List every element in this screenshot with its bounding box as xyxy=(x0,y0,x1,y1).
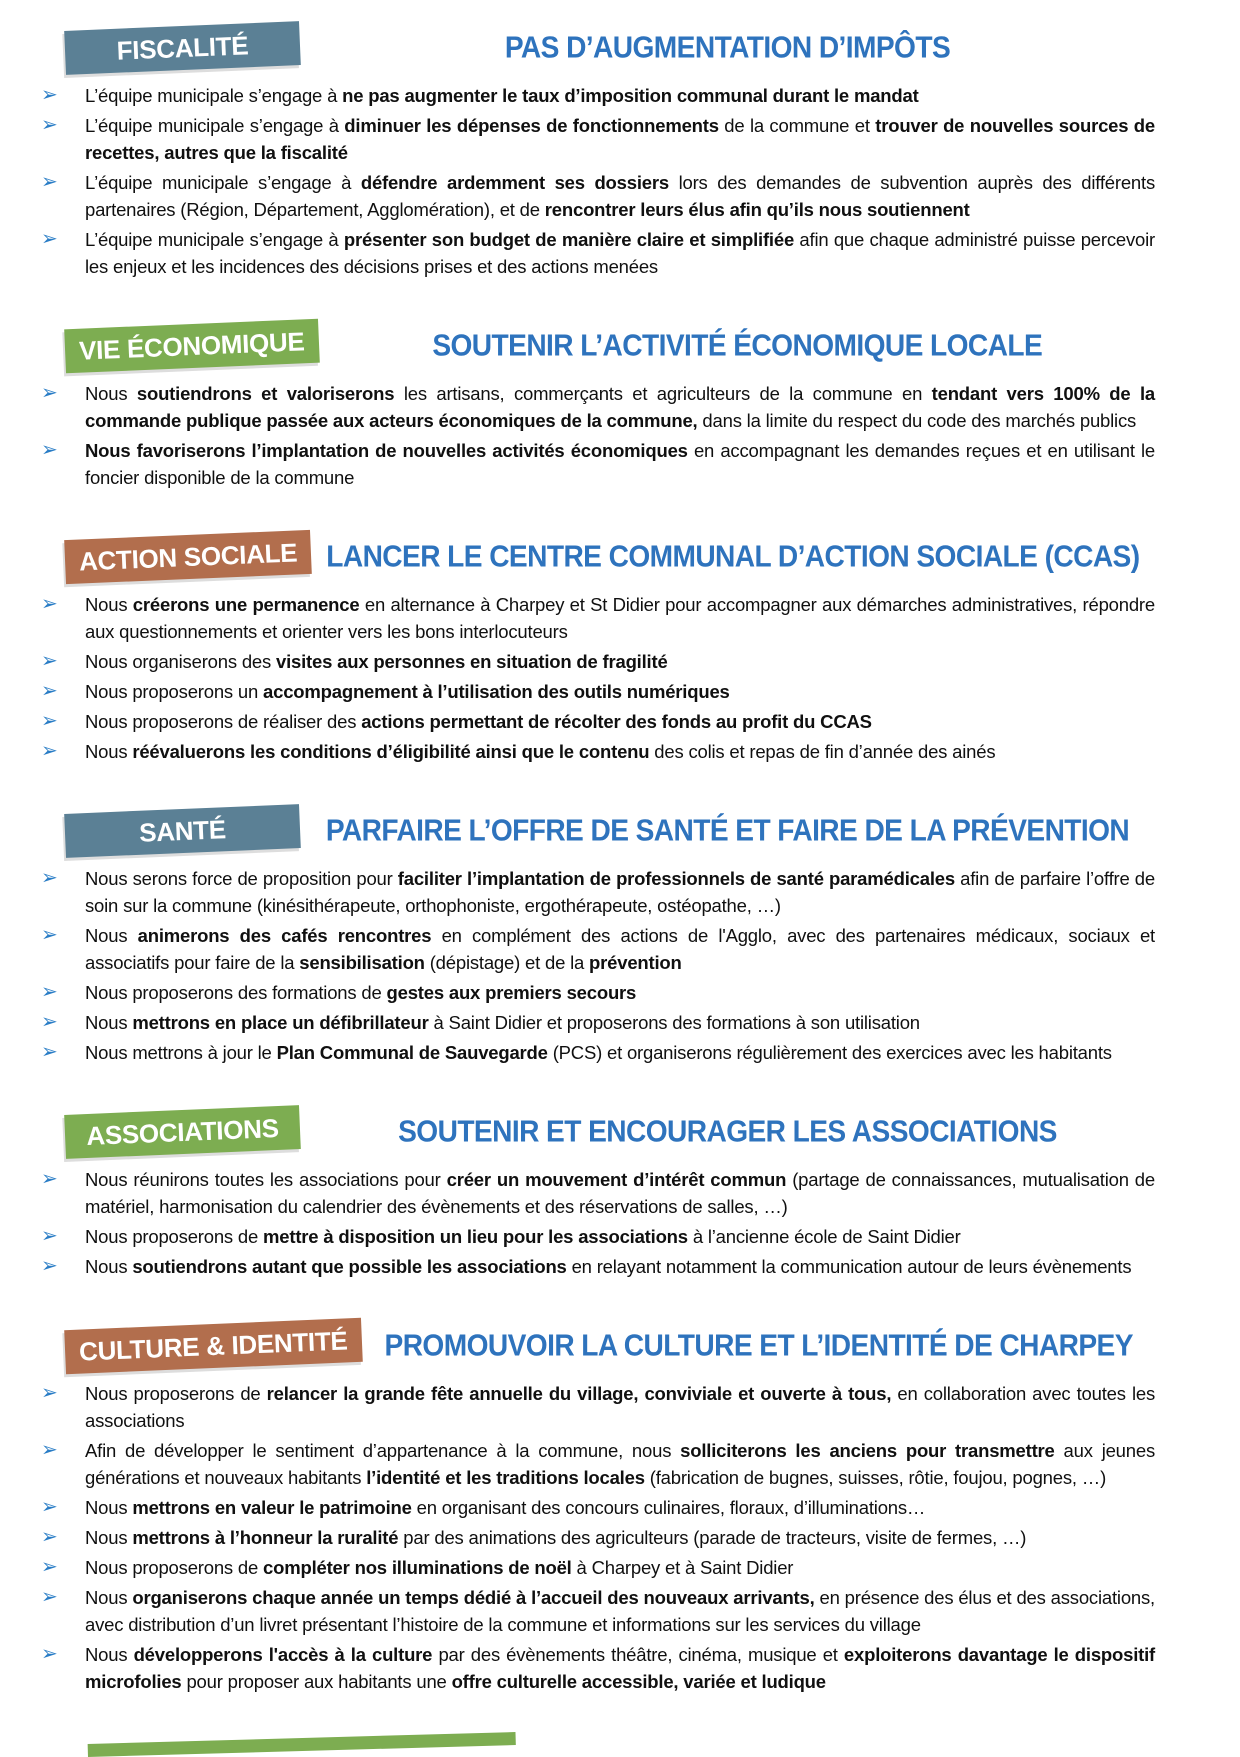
bullet-list xyxy=(38,380,1155,491)
bullet-item xyxy=(38,380,1155,434)
next-section-badge-cutoff xyxy=(88,1732,516,1757)
bullet-text: Nous proposerons des formations de gestes aux premiers secours xyxy=(85,982,637,1003)
bullet-text: Nous proposerons de compléter nos illuminations de noël à Charpey et à Saint Didier xyxy=(85,1557,794,1578)
bullet-text: Nous proposerons de mettre à disposition un lieu pour les associations à l’ancienne école de Saint Didier xyxy=(85,1226,961,1247)
bullet-arrow-icon: ➢ xyxy=(41,1168,58,1190)
bullet-item xyxy=(38,708,1155,735)
bullet-arrow-icon: ➢ xyxy=(41,228,58,250)
bullet-arrow-icon: ➢ xyxy=(41,1011,58,1033)
bullet-item xyxy=(38,865,1155,919)
bullet-item xyxy=(38,1494,1155,1521)
section-badge-label: CULTURE & IDENTITÉ xyxy=(78,1324,349,1367)
program-section xyxy=(38,324,1155,491)
bullet-text: Nous réévaluerons les conditions d’éligibilité ainsi que le contenu des colis et repas de fin d’année des ainés xyxy=(85,741,996,762)
bullet-text: Nous organiserons des visites aux personnes en situation de fragilité xyxy=(85,651,668,672)
bullet-text: Nous proposerons un accompagnement à l’utilisation des outils numériques xyxy=(85,681,730,702)
section-badge-label: VIE ÉCONOMIQUE xyxy=(78,325,306,366)
bullet-text: Nous mettrons à l’honneur la ruralité par des animations des agriculteurs (parade de tracteurs, visite de fermes, …) xyxy=(85,1527,1027,1548)
section-badge-label: ASSOCIATIONS xyxy=(85,1112,280,1151)
bullet-arrow-icon: ➢ xyxy=(41,1041,58,1063)
section-heading: PROMOUVOIR LA CULTURE ET L’IDENTITÉ DE CHARPEY xyxy=(384,1328,1133,1363)
bullet-text: Nous soutiendrons autant que possible les associations en relayant notamment la communication autour de leurs évènements xyxy=(85,1256,1132,1277)
bullet-text: Nous mettrons en valeur le patrimoine en organisant des concours culinaires, floraux, d’illuminations… xyxy=(85,1497,926,1518)
bullet-text: Nous mettrons à jour le Plan Communal de Sauvegarde (PCS) et organiserons régulièrement des exercices avec les habitants xyxy=(85,1042,1112,1063)
bullet-item xyxy=(38,1584,1155,1638)
section-badge xyxy=(64,21,301,75)
bullet-arrow-icon: ➢ xyxy=(41,710,58,732)
bullet-arrow-icon: ➢ xyxy=(41,171,58,193)
bullet-item xyxy=(38,922,1155,976)
section-badge-label: ACTION SOCIALE xyxy=(78,536,298,577)
bullet-item xyxy=(38,1554,1155,1581)
section-badge xyxy=(64,530,312,584)
bullet-text: L’équipe municipale s’engage à ne pas augmenter le taux d’imposition communal durant le mandat xyxy=(85,85,919,106)
bullet-item xyxy=(38,738,1155,765)
bullet-item xyxy=(38,1437,1155,1491)
program-section xyxy=(38,26,1155,280)
bullet-list xyxy=(38,1380,1155,1695)
section-badge-label: FISCALITÉ xyxy=(116,29,249,66)
bullet-arrow-icon: ➢ xyxy=(41,650,58,672)
bullet-item xyxy=(38,82,1155,109)
bullet-item xyxy=(38,1009,1155,1036)
program-section xyxy=(38,1110,1155,1280)
bullet-text: Nous organiserons chaque année un temps dédié à l’accueil des nouveaux arrivants, en présence des élus et des associations, avec distribution d’un livret présentant l’histoire de la commune et informations sur les services du village xyxy=(85,1587,1155,1635)
bullet-item xyxy=(38,169,1155,223)
section-header xyxy=(65,324,1155,368)
bullet-item xyxy=(38,1524,1155,1551)
bullet-arrow-icon: ➢ xyxy=(41,740,58,762)
bullet-text: Nous réunirons toutes les associations pour créer un mouvement d’intérêt commun (partage de connaissances, mutualisation de matériel, harmonisation du calendrier des évènements et des réservations de salles, …) xyxy=(85,1169,1155,1217)
section-badge xyxy=(64,1105,301,1159)
bullet-item xyxy=(38,1253,1155,1280)
bullet-list xyxy=(38,1166,1155,1280)
section-header xyxy=(65,1324,1155,1368)
bullet-arrow-icon: ➢ xyxy=(41,1439,58,1461)
section-header xyxy=(65,809,1155,853)
bullet-arrow-icon: ➢ xyxy=(41,1382,58,1404)
sections-container xyxy=(38,26,1155,1695)
bullet-item xyxy=(38,979,1155,1006)
bullet-list xyxy=(38,591,1155,765)
bullet-arrow-icon: ➢ xyxy=(41,1255,58,1277)
bullet-arrow-icon: ➢ xyxy=(41,1643,58,1665)
bullet-arrow-icon: ➢ xyxy=(41,680,58,702)
bullet-arrow-icon: ➢ xyxy=(41,1496,58,1518)
bullet-item xyxy=(38,112,1155,166)
bullet-text: L’équipe municipale s’engage à présenter son budget de manière claire et simplifiée afin que chaque administré puisse percevoir les enjeux et les incidences des décisions prises et des actions menées xyxy=(85,229,1155,277)
bullet-item xyxy=(38,1641,1155,1695)
program-section xyxy=(38,1324,1155,1695)
bullet-item xyxy=(38,226,1155,280)
bullet-text: Nous développerons l'accès à la culture par des évènements théâtre, cinéma, musique et exploiterons davantage le dispositif microfolies pour proposer aux habitants une offre culturelle accessible, variée et ludique xyxy=(85,1644,1156,1692)
bullet-arrow-icon: ➢ xyxy=(41,867,58,889)
bullet-text: Nous proposerons de relancer la grande fête annuelle du village, conviviale et ouverte à tous, en collaboration avec toutes les associations xyxy=(85,1383,1156,1431)
section-heading: LANCER LE CENTRE COMMUNAL D’ACTION SOCIALE (CCAS) xyxy=(326,539,1140,574)
bullet-text: L’équipe municipale s’engage à défendre ardemment ses dossiers lors des demandes de subvention auprès des différents partenaires (Région, Département, Agglomération), et de rencontrer leurs élus afin qu’ils nous soutiennent xyxy=(85,172,1155,220)
section-heading: PAS D’AUGMENTATION D’IMPÔTS xyxy=(504,30,951,65)
bullet-item xyxy=(38,1380,1155,1434)
bullet-arrow-icon: ➢ xyxy=(41,1225,58,1247)
bullet-arrow-icon: ➢ xyxy=(41,593,58,615)
section-header xyxy=(65,535,1155,579)
section-badge-label: SANTÉ xyxy=(138,813,227,848)
bullet-item xyxy=(38,678,1155,705)
bullet-item xyxy=(38,591,1155,645)
bullet-list xyxy=(38,865,1155,1066)
section-header xyxy=(65,1110,1155,1154)
section-badge xyxy=(64,319,319,374)
bullet-arrow-icon: ➢ xyxy=(41,924,58,946)
section-badge xyxy=(64,1318,362,1374)
section-badge xyxy=(64,804,301,858)
bullet-arrow-icon: ➢ xyxy=(41,439,58,461)
bullet-arrow-icon: ➢ xyxy=(41,382,58,404)
bullet-arrow-icon: ➢ xyxy=(41,1556,58,1578)
bullet-text: Nous proposerons de réaliser des actions permettant de récolter des fonds au profit du CCAS xyxy=(85,711,872,732)
bullet-text: Nous créerons une permanence en alternance à Charpey et St Didier pour accompagner aux démarches administratives, répondre aux questionnements et orienter vers les bons interlocuteurs xyxy=(85,594,1155,642)
bullet-text: L’équipe municipale s’engage à diminuer les dépenses de fonctionnements de la commune et trouver de nouvelles sources de recettes, autres que la fiscalité xyxy=(85,115,1156,163)
bullet-item xyxy=(38,1223,1155,1250)
bullet-arrow-icon: ➢ xyxy=(41,1526,58,1548)
bullet-item xyxy=(38,1166,1155,1220)
section-heading: SOUTENIR L’ACTIVITÉ ÉCONOMIQUE LOCALE xyxy=(431,328,1042,363)
section-heading: PARFAIRE L’OFFRE DE SANTÉ ET FAIRE DE LA PRÉVENTION xyxy=(325,813,1130,848)
bullet-text: Nous favoriserons l’implantation de nouvelles activités économiques en accompagnant les demandes reçues et en utilisant le foncier disponible de la commune xyxy=(85,440,1155,488)
bullet-text: Nous mettrons en place un défibrillateur à Saint Didier et proposerons des formations à son utilisation xyxy=(85,1012,920,1033)
bullet-item xyxy=(38,1039,1155,1066)
bullet-arrow-icon: ➢ xyxy=(41,114,58,136)
program-section xyxy=(38,809,1155,1066)
section-heading: SOUTENIR ET ENCOURAGER LES ASSOCIATIONS xyxy=(398,1114,1057,1149)
bullet-text: Nous animerons des cafés rencontres en complément des actions de l'Agglo, avec des partenaires médicaux, sociaux et associatifs pour faire de la sensibilisation (dépistage) et de la prévention xyxy=(85,925,1155,973)
section-header xyxy=(65,26,1155,70)
bullet-text: Afin de développer le sentiment d’appartenance à la commune, nous solliciterons les anciens pour transmettre aux jeunes générations et nouveaux habitants l’identité et les traditions locales (fabrication de bugnes, suisses, rôtie, foujou, pognes, …) xyxy=(85,1440,1156,1488)
bullet-text: Nous serons force de proposition pour faciliter l’implantation de professionnels de santé paramédicales afin de parfaire l’offre de soin sur la commune (kinésithérapeute, orthophoniste, ergothérapeute, ostéopathe, …) xyxy=(85,868,1155,916)
bullet-item xyxy=(38,648,1155,675)
bullet-arrow-icon: ➢ xyxy=(41,981,58,1003)
bullet-text: Nous soutiendrons et valoriserons les artisans, commerçants et agriculteurs de la commune en tendant vers 100% de la commande publique passée aux acteurs économiques de la commune, dans la limite du respect du code des marchés publics xyxy=(85,383,1156,431)
bullet-list xyxy=(38,82,1155,280)
bullet-item xyxy=(38,437,1155,491)
program-section xyxy=(38,535,1155,765)
bullet-arrow-icon: ➢ xyxy=(41,84,58,106)
bullet-arrow-icon: ➢ xyxy=(41,1586,58,1608)
